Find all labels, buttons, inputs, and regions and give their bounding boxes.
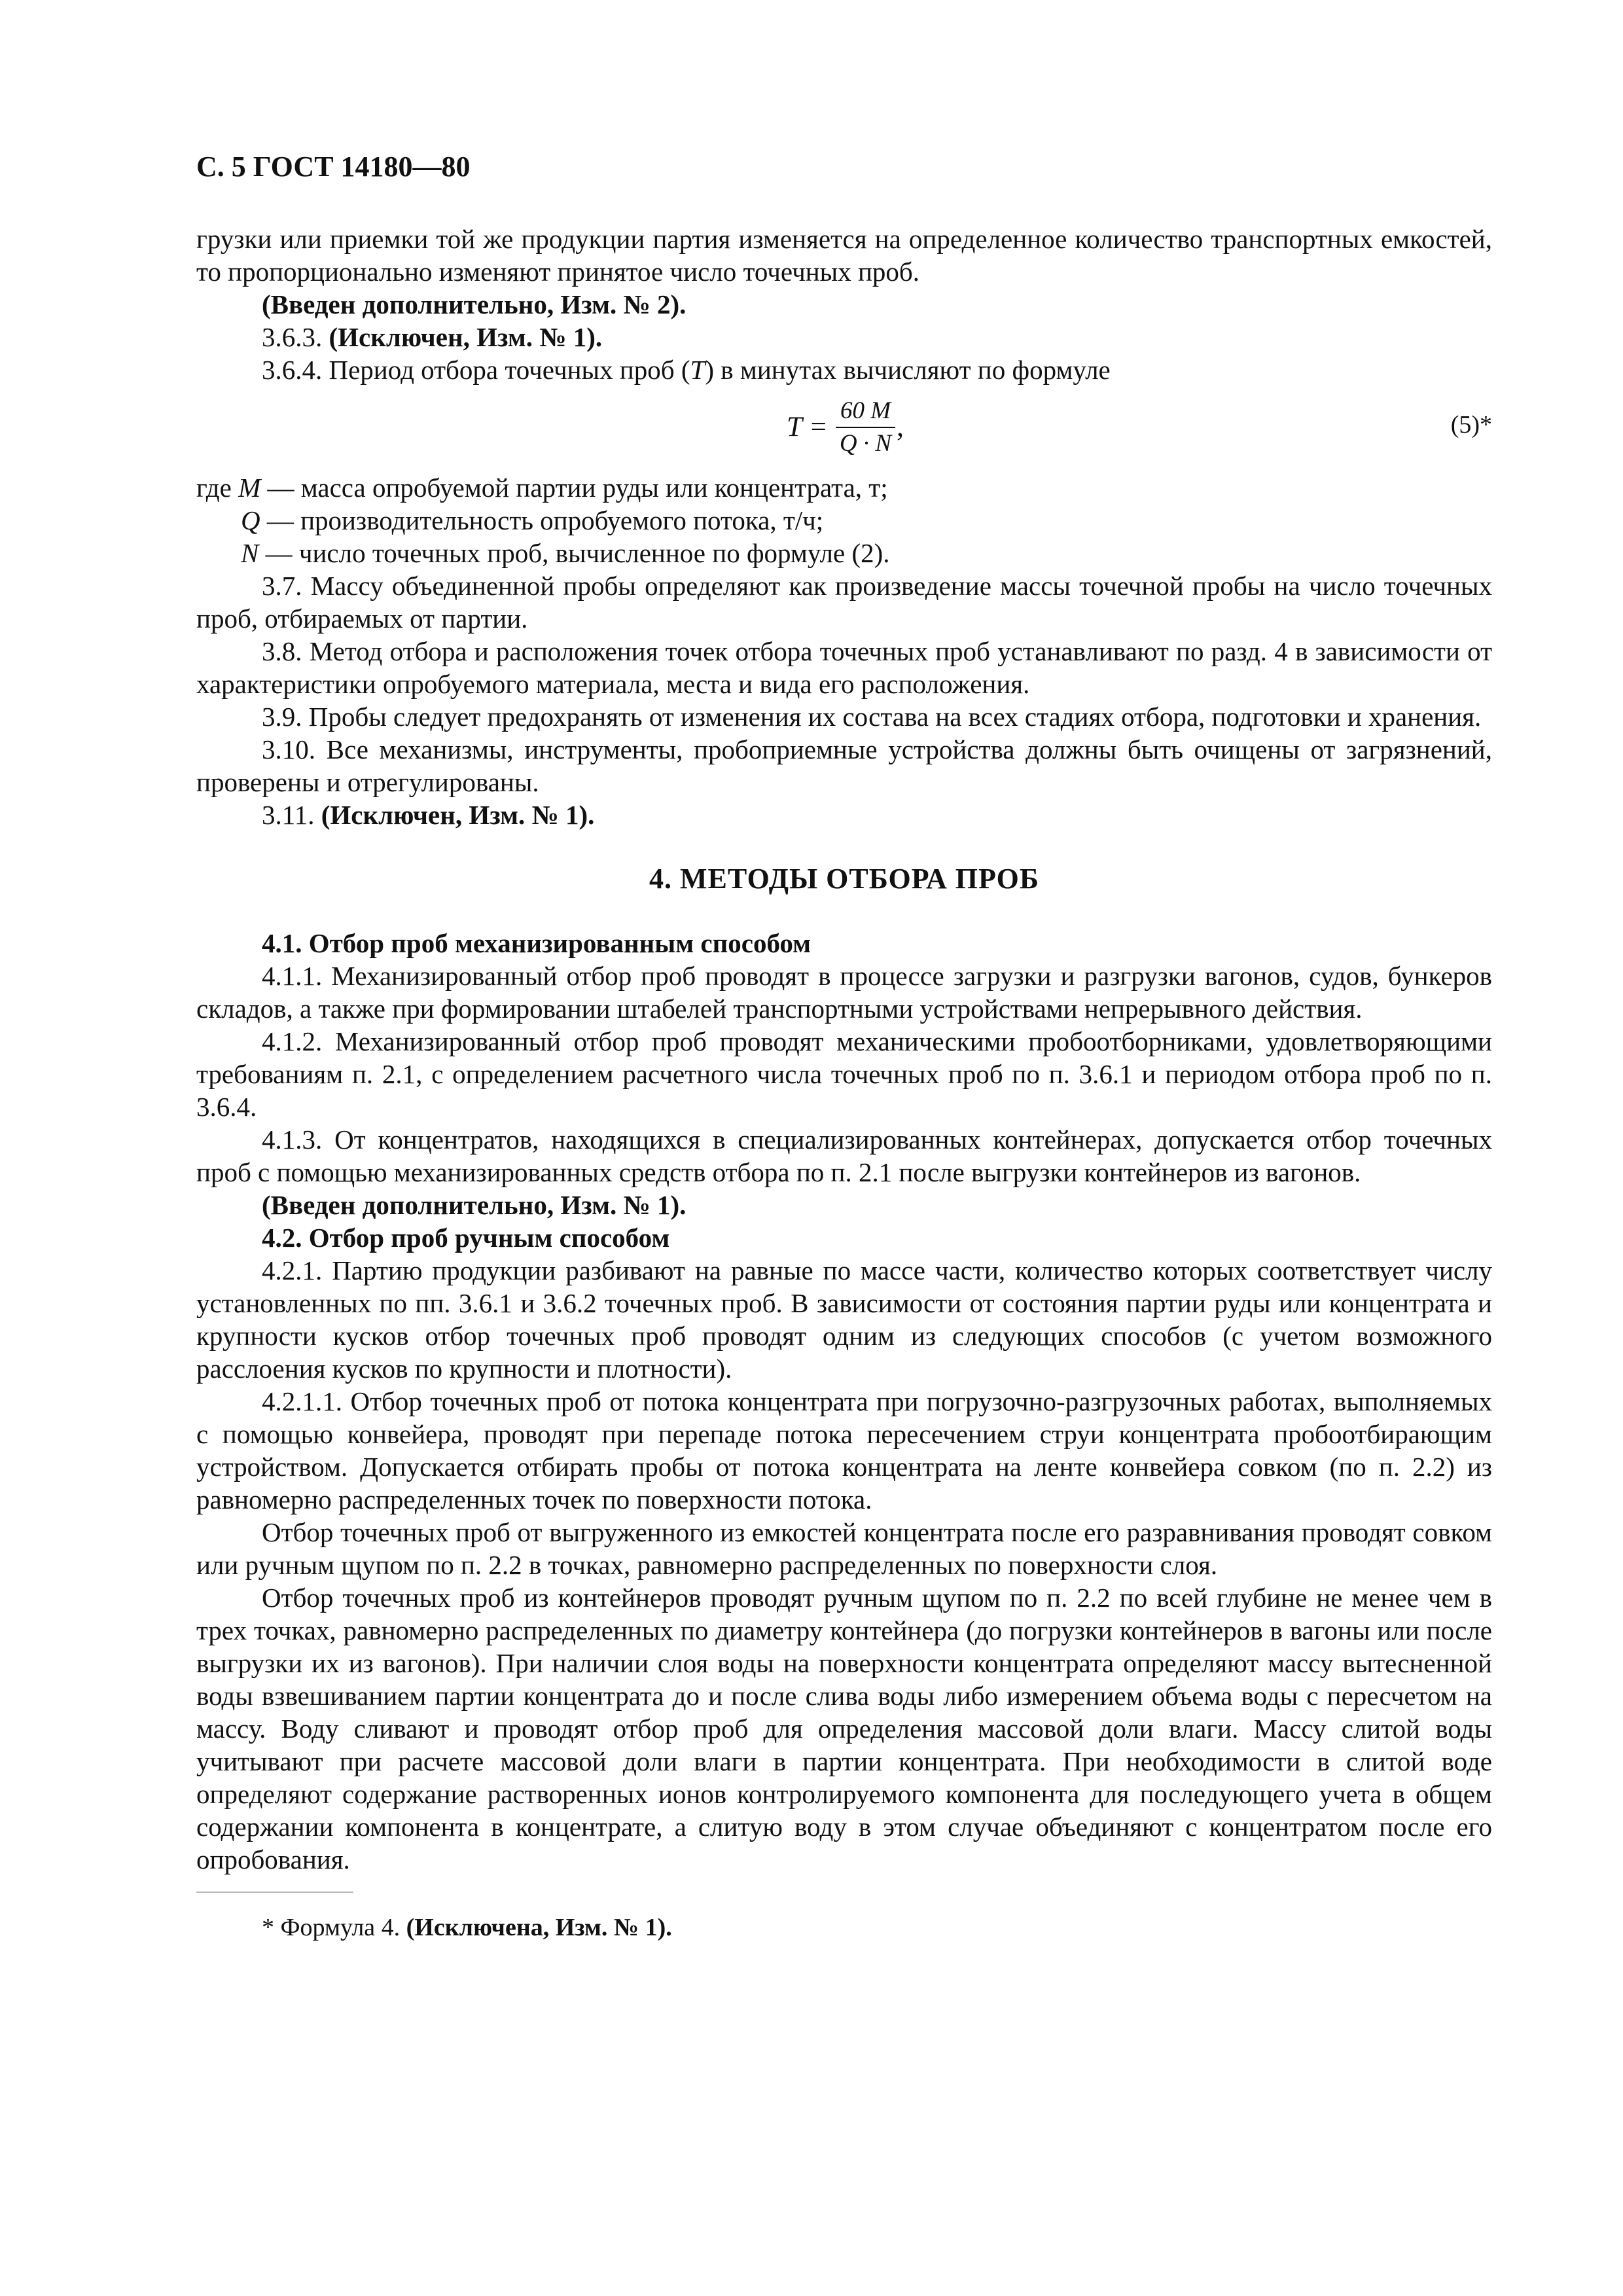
subsection-heading-4-2: 4.2. Отбор проб ручным способом [262, 1223, 670, 1253]
amendment-note: (Исключен, Изм. № 1). [329, 322, 603, 352]
paragraph-unload: Отбор точечных проб от выгруженного из емкостей концентрата после его разравнивания проводят совком или ручным щупом по п. 2.2 в точках, равномерно распределенных по поверхности слоя. [196, 1517, 1492, 1580]
formula-fraction [836, 397, 895, 458]
item-4-1-3: 4.1.3. От концентратов, находящихся в специализированных контейнерах, допускается отбор точечных проб с помощью механизированных средств отбора по п. 2.1 после выгрузки контейнеров из вагонов. [196, 1124, 1492, 1187]
item-4-1-2: 4.1.2. Механизированный отбор проб проводят механическими пробоотборниками, удовлетворяющими требованиям п. 2.1, с определением расчетного числа точечных проб по п. 3.6.1 и периодом отбора проб по п. 3.6.4. [196, 1026, 1492, 1122]
variable-t: T [690, 355, 705, 385]
formula-body [787, 397, 904, 458]
fraction-bar [836, 427, 895, 428]
document-page [196, 151, 1492, 1944]
footnote-amendment: (Исключена, Изм. № 1). [406, 1914, 672, 1941]
item-number: 3.6.3. [262, 322, 323, 352]
footnote-divider [196, 1892, 353, 1893]
where-n [196, 537, 1492, 569]
item-3-8: 3.8. Метод отбора и расположения точек отбора точечных проб устанавливают по разд. 4 в зависимости от характеристики опробуемого материала, места и вида его расположения. [196, 636, 1492, 699]
paragraph-intro: грузки или приемки той же продукции партия изменяется на определенное количество транспортных емкостей, то пропорционально изменяют принятое число точечных проб. [196, 224, 1492, 287]
variable-n: N [241, 538, 259, 568]
formula-comma: , [897, 412, 904, 442]
item-3-10: 3.10. Все механизмы, инструменты, пробоприемные устройства должны быть очищены от загрязнений, проверены и отрегулированы. [196, 734, 1492, 797]
item-3-6-4 [196, 353, 1492, 386]
item-4-2-1-1: 4.2.1.1. Отбор точечных проб от потока концентрата при погрузочно-разгрузочных работах, выполняемых с помощью конвейера, проводят при перепаде потока пересечением струи концентрата пробоотбирающим устройством. Допускается отбирать пробы от потока концентрата на ленте конвейера совком (по п. 2.2) из равномерно распределенных точек по поверхности потока. [196, 1386, 1492, 1515]
variable-q: Q [241, 505, 260, 535]
amendment-note: (Введен дополнительно, Изм. № 2). [262, 289, 687, 319]
item-number: 3.11. [262, 800, 315, 830]
where-q-text: — производительность опробуемого потока, т/ч; [260, 505, 824, 535]
subsection-heading-4-1: 4.1. Отбор проб механизированным способом [262, 928, 812, 958]
where-m-text: — масса опробуемой партии руды или концентрата, т; [260, 473, 888, 503]
item-3-11 [196, 798, 1492, 831]
page-header: С. 5 ГОСТ 14180—80 [196, 151, 471, 183]
formula-5 [196, 387, 1492, 466]
footnote-text: * Формула 4. [262, 1914, 406, 1941]
item-4-2-1: 4.2.1. Партию продукции разбивают на равные по массе части, количество которых соответствует числу установленных по пп. 3.6.1 и 3.6.2 точечных проб. В зависимости от состояния партии руды или концентрата и крупности кусков отбор точечных проб проводят одним из следующих способов (с учетом возможного расслоения кусков по крупности и плотности). [196, 1255, 1492, 1384]
variable-m: M [238, 473, 261, 503]
paragraph-containers: Отбор точечных проб из контейнеров проводят ручным щупом по п. 2.2 по всей глубине не менее чем в трех точках, равномерно распределенных по диаметру контейнера (до погрузки контейнеров в вагоны или после выгрузки их из вагонов). При наличии слоя воды на поверхности концентрата определяют массу вытесненной воды взвешиванием партии концентрата до и после слива воды либо измерением объема воды с пересчетом на массу. Воду сливают и проводят отбор проб для определения массовой доли влаги. Массу слитой воды учитывают при расчете массовой доли влаги в партии концентрата. При необходимости в слитой воде определяют содержание растворенных ионов контролируемого компонента для последующего учета в общем содержании компонента в концентрате, а слитую воду в этом случае объединяют с концентратом после его опробования. [196, 1583, 1492, 1874]
formula-lhs: T = [787, 412, 828, 442]
item-3-9: 3.9. Пробы следует предохранять от изменения их состава на всех стадиях отбора, подготовки и хранения. [262, 702, 1482, 732]
amendment-note: (Введен дополнительно, Изм. № 1). [262, 1190, 687, 1220]
item-3-7: 3.7. Массу объединенной пробы определяют как произведение массы точечной пробы на число точечных проб, отбираемых от партии. [196, 571, 1492, 634]
footnote [196, 1911, 1492, 1944]
where-n-text: — число точечных проб, вычисленное по формуле (2). [259, 538, 890, 568]
item-3-6-3 [196, 321, 1492, 353]
formula-numerator: 60 M [840, 397, 891, 424]
section-title: 4. МЕТОДЫ ОТБОРА ПРОБ [649, 863, 1039, 895]
item-text-end: ) в минутах вычисляют по формуле [705, 355, 1111, 385]
item-text: 3.6.4. Период отбора точечных проб ( [262, 355, 690, 385]
formula-denominator: Q · N [839, 430, 892, 457]
amendment-note: (Исключен, Изм. № 1). [321, 800, 595, 830]
where-prefix: где [196, 473, 239, 503]
formula-number: (5)* [1450, 411, 1492, 439]
where-q [196, 504, 1492, 537]
where-m [196, 471, 1492, 504]
item-4-1-1: 4.1.1. Механизированный отбор проб проводят в процессе загрузки и разгрузки вагонов, судов, бункеров складов, а также при формировании штабелей транспортными устройствами непрерывного действия. [196, 961, 1492, 1024]
